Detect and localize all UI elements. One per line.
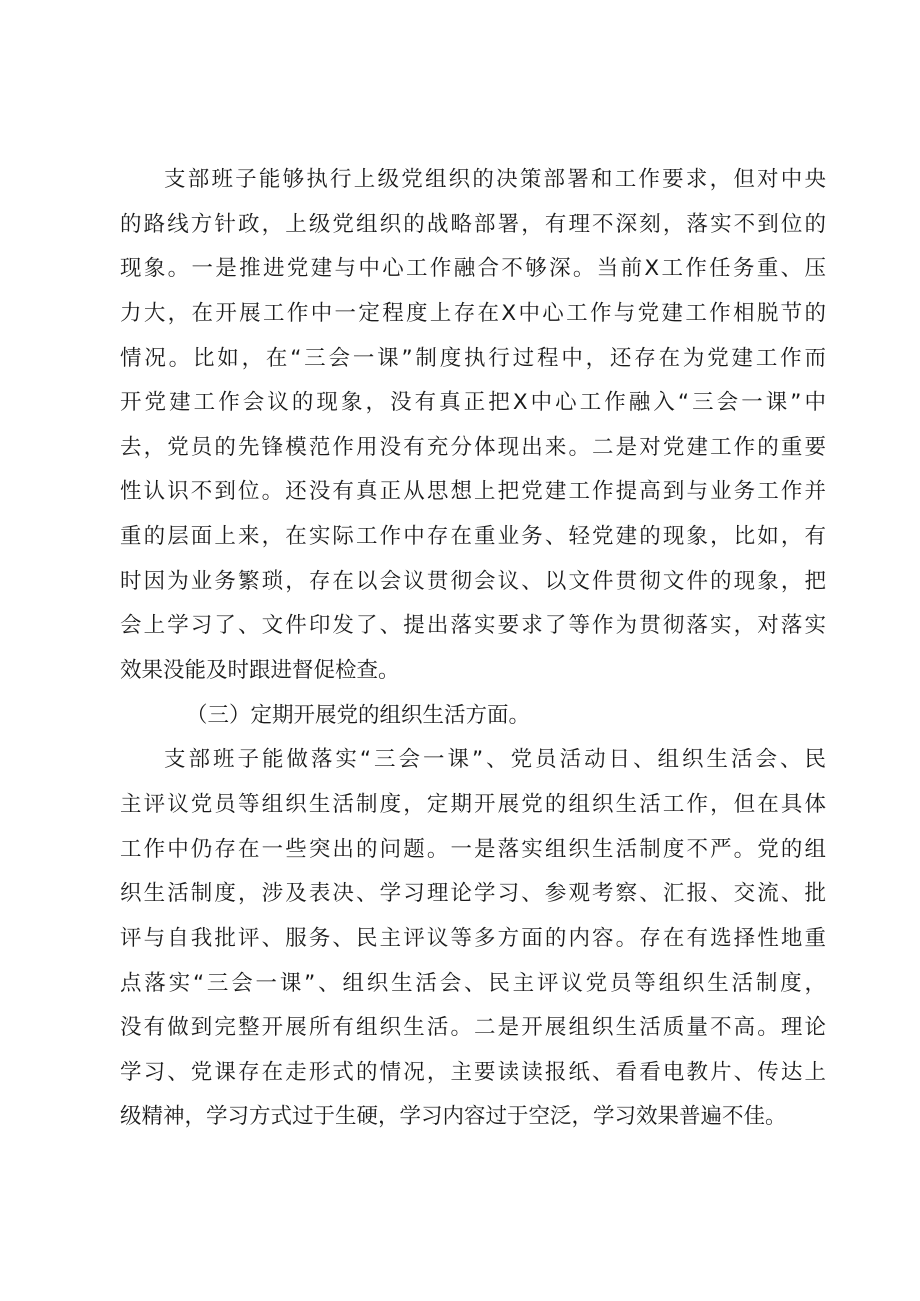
paragraph-line: 没有做到完整开展所有组织生活。二是开展组织生活质量不高。理论	[120, 1015, 826, 1041]
paragraph-line: 级精神，学习方式过于生硬，学习内容过于空泛，学习效果普遍不佳。	[120, 1104, 787, 1130]
paragraph-line: 力大，在开展工作中一定程度上存在X中心工作与党建工作相脱节的	[120, 300, 826, 326]
paragraph-line: 点落实“三会一课”、组织生活会、民主评议党员等组织生活制度，	[120, 970, 826, 996]
paragraph-line: 支部班子能够执行上级党组织的决策部署和工作要求，但对中央	[164, 167, 826, 192]
paragraph-line: 性认识不到位。还没有真正从思想上把党建工作提高到与业务工作并	[120, 479, 826, 505]
paragraph-line: 主评议党员等组织生活制度，定期开展党的组织生活工作，但在具体	[120, 791, 826, 817]
paragraph-line: 重的层面上来，在实际工作中存在重业务、轻党建的现象，比如，有	[120, 524, 826, 550]
paragraph-line: 学习、党课存在走形式的情况，主要读读报纸、看看电教片、传达上	[120, 1059, 826, 1085]
paragraph-line: 的路线方针政，上级党组织的战略部署，有理不深刻，落实不到位的	[120, 211, 826, 237]
paragraph-line: 开党建工作会议的现象，没有真正把X中心工作融入“三会一课”中	[120, 390, 826, 416]
paragraph-line: 织生活制度，涉及表决、学习理论学习、参观考察、汇报、交流、批	[120, 881, 826, 907]
paragraph-line: 时因为业务繁琐，存在以会议贯彻会议、以文件贯彻文件的现象，把	[120, 568, 826, 594]
document-body	[120, 158, 826, 1140]
paragraph-line: 现象。一是推进党建与中心工作融合不够深。当前X工作任务重、压	[120, 256, 826, 282]
paragraph-line: 支部班子能做落实“三会一课”、党员活动日、组织生活会、民	[164, 747, 826, 773]
paragraph-line: 情况。比如，在“三会一课”制度执行过程中，还存在为党建工作而	[120, 345, 826, 371]
paragraph-line: 评与自我批评、服务、民主评议等多方面的内容。存在有选择性地重	[120, 925, 826, 951]
paragraph-2	[120, 738, 826, 1140]
paragraph-line: 效果没能及时跟进督促检查。	[120, 658, 400, 684]
paragraph-line: 工作中仍存在一些突出的问题。一是落实组织生活制度不严。党的组	[120, 836, 826, 862]
paragraph-line: 会上学习了、文件印发了、提出落实要求了等作为贯彻落实，对落实	[120, 613, 826, 639]
section-heading: （三）定期开展党的组织生活方面。	[186, 702, 531, 728]
paragraph-line: 去，党员的先锋模范作用没有充分体现出来。二是对党建工作的重要	[120, 434, 826, 460]
paragraph-1	[120, 158, 826, 694]
